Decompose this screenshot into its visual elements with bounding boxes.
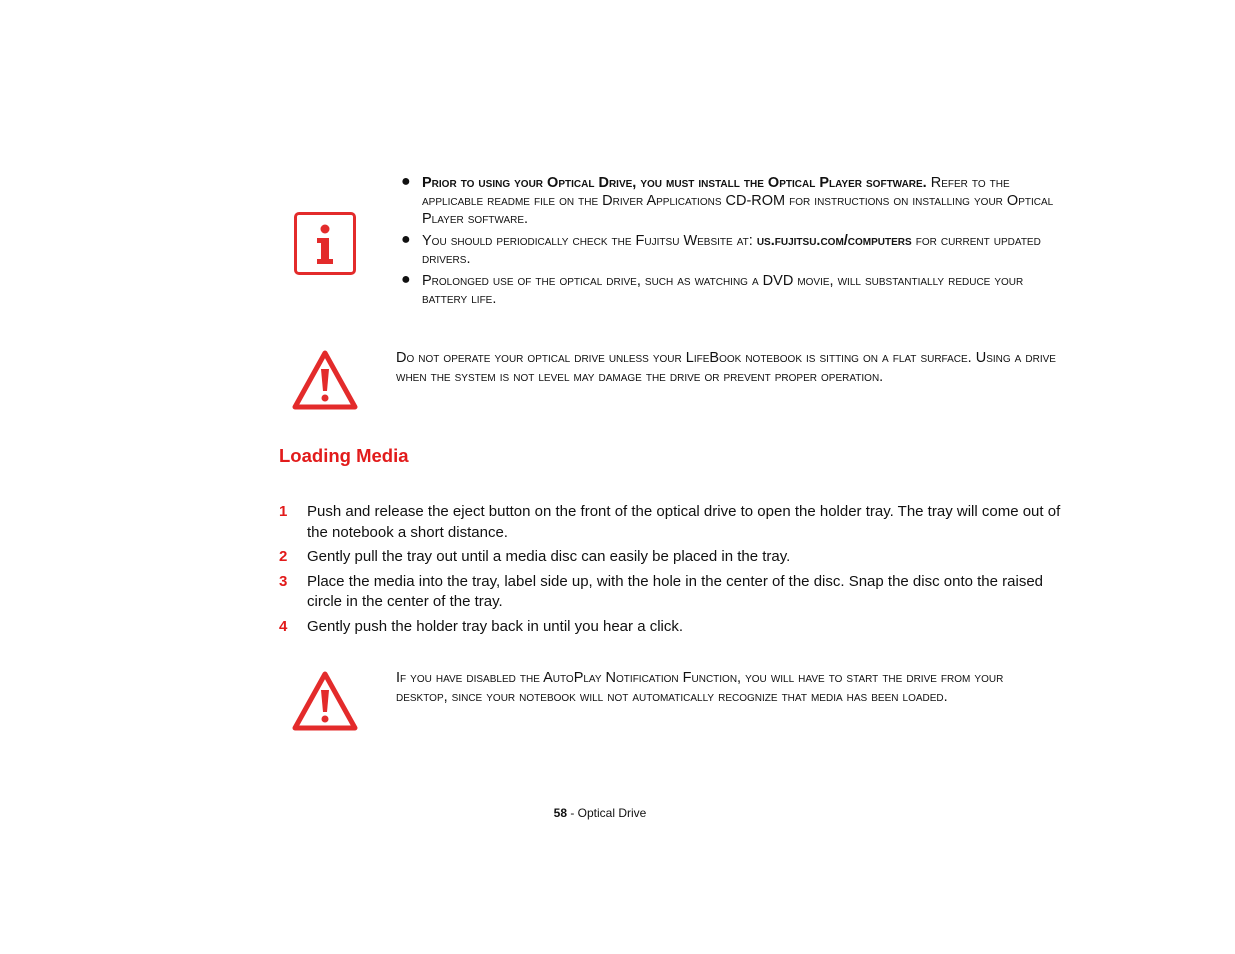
step-number: 1 — [279, 503, 288, 520]
footer-separator: - — [567, 806, 578, 820]
step-number: 2 — [279, 548, 288, 565]
info-bullet-2-post: for current updated drivers. — [422, 233, 1041, 267]
info-bullet-1-bold: Prior to using your Optical Drive, you must install the Optical Player software. — [422, 175, 927, 191]
fujitsu-website-link[interactable]: us.fujitsu.com/computers — [756, 233, 912, 249]
info-note-list — [397, 174, 1062, 312]
info-bullet-2 — [397, 232, 1062, 268]
warning-icon — [291, 670, 359, 737]
step-text: Place the media into the tray, label side up, with the hole in the center of the disc. Snap the disc onto the raised circle in the center of the tray. — [307, 572, 1044, 610]
step-text: Gently push the holder tray back in until you hear a click. — [307, 617, 684, 635]
bullet-icon: ● — [401, 231, 411, 248]
info-bullet-3-text: Prolonged use of the optical drive, such as watching a DVD movie, will substantially reduce your battery life. — [422, 273, 1024, 307]
info-bullet-3 — [397, 272, 1062, 308]
info-bullet-2-pre: You should periodically check the Fujitsu Website at: — [422, 233, 757, 249]
steps-list — [279, 502, 1069, 641]
step-item — [279, 502, 1069, 543]
page-number: 58 — [553, 806, 567, 820]
info-icon — [294, 212, 356, 275]
step-text: Gently pull the tray out until a media disc can easily be placed in the tray. — [307, 548, 791, 565]
warning-note-flat-surface: Do not operate your optical drive unless your LifeBook notebook is sitting on a flat surface. Using a drive when the system is not level may damage the drive or prevent proper operation. — [396, 350, 1056, 385]
step-number: 4 — [279, 617, 288, 635]
step-item — [279, 572, 1069, 613]
chapter-name: Optical Drive — [577, 806, 647, 820]
step-text: Push and release the eject button on the front of the optical drive to open the holder tray. The tray will come out of the notebook a short distance. — [307, 503, 1061, 541]
warning-icon — [291, 349, 359, 416]
step-number: 3 — [279, 572, 288, 590]
info-bullet-1 — [397, 174, 1062, 228]
info-bullet-1-text: Refer to the applicable readme file on the Driver Applications CD-ROM for instructions on installing your Optical Player software. — [422, 175, 1054, 227]
page-footer — [0, 806, 1200, 820]
step-item — [279, 547, 1069, 568]
bullet-icon: ● — [401, 173, 411, 190]
bullet-icon: ● — [401, 271, 411, 288]
section-title: Loading Media — [279, 445, 409, 466]
warning-note-autoplay: If you have disabled the AutoPlay Notification Function, you will have to start the drive from your desktop, since your notebook will not automatically recognize that media has been loaded. — [396, 670, 1004, 705]
step-item — [279, 617, 1069, 638]
